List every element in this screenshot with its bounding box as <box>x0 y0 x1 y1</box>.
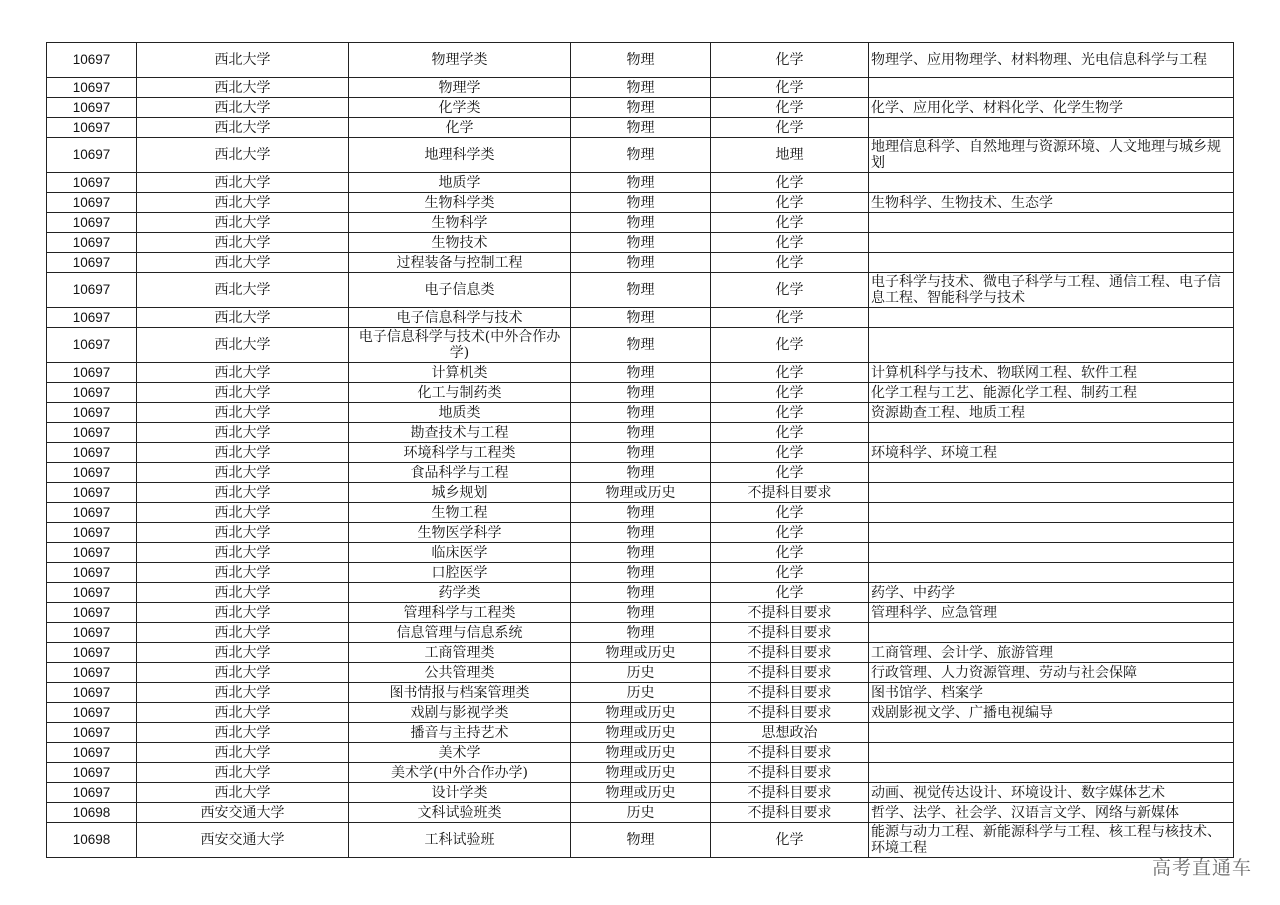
table-row <box>47 763 1234 783</box>
second-subject-cell: 化学 <box>711 523 869 543</box>
major-name-cell: 地质学 <box>349 173 571 193</box>
institution-code-cell: 10697 <box>47 308 137 328</box>
included-majors-cell <box>869 423 1234 443</box>
table-row <box>47 443 1234 463</box>
major-name-cell: 生物工程 <box>349 503 571 523</box>
included-majors-cell <box>869 723 1234 743</box>
second-subject-cell: 化学 <box>711 543 869 563</box>
institution-code-cell: 10697 <box>47 383 137 403</box>
major-name-cell: 文科试验班类 <box>349 803 571 823</box>
major-name-cell: 电子信息科学与技术 <box>349 308 571 328</box>
watermark-text: 高考直通车 <box>1151 857 1252 879</box>
first-subject-cell: 物理 <box>571 583 711 603</box>
school-name-cell: 西北大学 <box>137 523 349 543</box>
school-name-cell: 西北大学 <box>137 253 349 273</box>
included-majors-cell: 生物科学、生物技术、生态学 <box>869 193 1234 213</box>
institution-code-cell: 10697 <box>47 783 137 803</box>
table-row <box>47 213 1234 233</box>
school-name-cell: 西北大学 <box>137 563 349 583</box>
first-subject-cell: 物理 <box>571 308 711 328</box>
included-majors-cell <box>869 463 1234 483</box>
institution-code-cell: 10697 <box>47 78 137 98</box>
second-subject-cell: 化学 <box>711 383 869 403</box>
first-subject-cell: 物理或历史 <box>571 783 711 803</box>
second-subject-cell: 不提科目要求 <box>711 803 869 823</box>
included-majors-cell <box>869 563 1234 583</box>
table-row <box>47 643 1234 663</box>
table-row <box>47 138 1234 173</box>
included-majors-cell <box>869 328 1234 363</box>
included-majors-cell: 计算机科学与技术、物联网工程、软件工程 <box>869 363 1234 383</box>
table-row <box>47 603 1234 623</box>
second-subject-cell: 化学 <box>711 253 869 273</box>
table-row <box>47 308 1234 328</box>
major-name-cell: 公共管理类 <box>349 663 571 683</box>
institution-code-cell: 10697 <box>47 563 137 583</box>
school-name-cell: 西北大学 <box>137 483 349 503</box>
table-row <box>47 743 1234 763</box>
major-name-cell: 过程装备与控制工程 <box>349 253 571 273</box>
included-majors-cell <box>869 523 1234 543</box>
major-name-cell: 生物科学类 <box>349 193 571 213</box>
table-row <box>47 483 1234 503</box>
school-name-cell: 西北大学 <box>137 328 349 363</box>
first-subject-cell: 物理 <box>571 403 711 423</box>
subject-requirements-table <box>46 42 1234 858</box>
major-name-cell: 计算机类 <box>349 363 571 383</box>
institution-code-cell: 10697 <box>47 118 137 138</box>
institution-code-cell: 10698 <box>47 803 137 823</box>
table-row <box>47 363 1234 383</box>
major-name-cell: 美术学(中外合作办学) <box>349 763 571 783</box>
first-subject-cell: 物理 <box>571 623 711 643</box>
institution-code-cell: 10697 <box>47 403 137 423</box>
second-subject-cell: 不提科目要求 <box>711 483 869 503</box>
major-name-cell: 物理学 <box>349 78 571 98</box>
first-subject-cell: 物理 <box>571 383 711 403</box>
major-name-cell: 戏剧与影视学类 <box>349 703 571 723</box>
school-name-cell: 西北大学 <box>137 403 349 423</box>
table-row <box>47 403 1234 423</box>
table-row <box>47 233 1234 253</box>
second-subject-cell: 化学 <box>711 583 869 603</box>
second-subject-cell: 化学 <box>711 233 869 253</box>
school-name-cell: 西北大学 <box>137 78 349 98</box>
second-subject-cell: 化学 <box>711 98 869 118</box>
second-subject-cell: 化学 <box>711 193 869 213</box>
major-name-cell: 播音与主持艺术 <box>349 723 571 743</box>
first-subject-cell: 物理 <box>571 423 711 443</box>
first-subject-cell: 物理 <box>571 463 711 483</box>
major-name-cell: 生物医学科学 <box>349 523 571 543</box>
second-subject-cell: 不提科目要求 <box>711 763 869 783</box>
included-majors-cell: 工商管理、会计学、旅游管理 <box>869 643 1234 663</box>
institution-code-cell: 10697 <box>47 213 137 233</box>
second-subject-cell: 化学 <box>711 328 869 363</box>
table-row <box>47 43 1234 78</box>
major-name-cell: 工科试验班 <box>349 823 571 858</box>
major-name-cell: 化学 <box>349 118 571 138</box>
school-name-cell: 西北大学 <box>137 763 349 783</box>
table-row <box>47 663 1234 683</box>
first-subject-cell: 物理 <box>571 543 711 563</box>
table-row <box>47 523 1234 543</box>
table-row <box>47 193 1234 213</box>
first-subject-cell: 物理或历史 <box>571 703 711 723</box>
first-subject-cell: 物理 <box>571 43 711 78</box>
major-name-cell: 城乡规划 <box>349 483 571 503</box>
second-subject-cell: 不提科目要求 <box>711 783 869 803</box>
institution-code-cell: 10697 <box>47 253 137 273</box>
first-subject-cell: 物理 <box>571 603 711 623</box>
table-row <box>47 823 1234 858</box>
first-subject-cell: 物理 <box>571 253 711 273</box>
school-name-cell: 西北大学 <box>137 308 349 328</box>
second-subject-cell: 化学 <box>711 308 869 328</box>
school-name-cell: 西北大学 <box>137 783 349 803</box>
institution-code-cell: 10697 <box>47 523 137 543</box>
included-majors-cell: 戏剧影视文学、广播电视编导 <box>869 703 1234 723</box>
institution-code-cell: 10697 <box>47 138 137 173</box>
major-name-cell: 口腔医学 <box>349 563 571 583</box>
school-name-cell: 西北大学 <box>137 583 349 603</box>
institution-code-cell: 10697 <box>47 543 137 563</box>
school-name-cell: 西北大学 <box>137 463 349 483</box>
institution-code-cell: 10697 <box>47 273 137 308</box>
included-majors-cell <box>869 233 1234 253</box>
major-name-cell: 设计学类 <box>349 783 571 803</box>
institution-code-cell: 10697 <box>47 483 137 503</box>
major-name-cell: 信息管理与信息系统 <box>349 623 571 643</box>
table-row <box>47 623 1234 643</box>
second-subject-cell: 化学 <box>711 443 869 463</box>
school-name-cell: 西北大学 <box>137 703 349 723</box>
table-row <box>47 803 1234 823</box>
institution-code-cell: 10697 <box>47 98 137 118</box>
institution-code-cell: 10697 <box>47 363 137 383</box>
first-subject-cell: 物理 <box>571 363 711 383</box>
first-subject-cell: 物理 <box>571 503 711 523</box>
included-majors-cell <box>869 503 1234 523</box>
included-majors-cell: 药学、中药学 <box>869 583 1234 603</box>
major-name-cell: 电子信息类 <box>349 273 571 308</box>
table-row <box>47 783 1234 803</box>
institution-code-cell: 10697 <box>47 423 137 443</box>
first-subject-cell: 物理 <box>571 193 711 213</box>
major-name-cell: 美术学 <box>349 743 571 763</box>
school-name-cell: 西北大学 <box>137 43 349 78</box>
second-subject-cell: 不提科目要求 <box>711 663 869 683</box>
school-name-cell: 西北大学 <box>137 643 349 663</box>
table-row <box>47 703 1234 723</box>
included-majors-cell <box>869 118 1234 138</box>
institution-code-cell: 10697 <box>47 193 137 213</box>
first-subject-cell: 历史 <box>571 663 711 683</box>
table-row <box>47 118 1234 138</box>
second-subject-cell: 化学 <box>711 563 869 583</box>
second-subject-cell: 思想政治 <box>711 723 869 743</box>
school-name-cell: 西北大学 <box>137 423 349 443</box>
included-majors-cell: 化学工程与工艺、能源化学工程、制药工程 <box>869 383 1234 403</box>
table-row <box>47 383 1234 403</box>
first-subject-cell: 物理 <box>571 118 711 138</box>
major-name-cell: 地理科学类 <box>349 138 571 173</box>
major-name-cell: 地质类 <box>349 403 571 423</box>
table-row <box>47 583 1234 603</box>
included-majors-cell: 地理信息科学、自然地理与资源环境、人文地理与城乡规划 <box>869 138 1234 173</box>
institution-code-cell: 10697 <box>47 703 137 723</box>
school-name-cell: 西北大学 <box>137 98 349 118</box>
first-subject-cell: 物理或历史 <box>571 763 711 783</box>
second-subject-cell: 化学 <box>711 78 869 98</box>
second-subject-cell: 不提科目要求 <box>711 643 869 663</box>
major-name-cell: 食品科学与工程 <box>349 463 571 483</box>
first-subject-cell: 物理或历史 <box>571 483 711 503</box>
second-subject-cell: 不提科目要求 <box>711 703 869 723</box>
first-subject-cell: 物理 <box>571 78 711 98</box>
included-majors-cell <box>869 308 1234 328</box>
institution-code-cell: 10697 <box>47 443 137 463</box>
table-row <box>47 173 1234 193</box>
institution-code-cell: 10697 <box>47 683 137 703</box>
included-majors-cell: 行政管理、人力资源管理、劳动与社会保障 <box>869 663 1234 683</box>
major-name-cell: 化工与制药类 <box>349 383 571 403</box>
school-name-cell: 西北大学 <box>137 233 349 253</box>
institution-code-cell: 10697 <box>47 233 137 253</box>
major-name-cell: 物理学类 <box>349 43 571 78</box>
major-name-cell: 勘查技术与工程 <box>349 423 571 443</box>
included-majors-cell <box>869 543 1234 563</box>
first-subject-cell: 物理 <box>571 233 711 253</box>
second-subject-cell: 不提科目要求 <box>711 743 869 763</box>
school-name-cell: 西北大学 <box>137 663 349 683</box>
included-majors-cell <box>869 213 1234 233</box>
included-majors-cell <box>869 253 1234 273</box>
table-row <box>47 683 1234 703</box>
second-subject-cell: 化学 <box>711 463 869 483</box>
table-row <box>47 78 1234 98</box>
major-name-cell: 电子信息科学与技术(中外合作办学) <box>349 328 571 363</box>
institution-code-cell: 10698 <box>47 823 137 858</box>
table-row <box>47 328 1234 363</box>
first-subject-cell: 物理 <box>571 328 711 363</box>
institution-code-cell: 10697 <box>47 43 137 78</box>
first-subject-cell: 物理 <box>571 173 711 193</box>
first-subject-cell: 物理或历史 <box>571 743 711 763</box>
included-majors-cell: 物理学、应用物理学、材料物理、光电信息科学与工程 <box>869 43 1234 78</box>
school-name-cell: 西北大学 <box>137 363 349 383</box>
first-subject-cell: 历史 <box>571 683 711 703</box>
table-row <box>47 423 1234 443</box>
institution-code-cell: 10697 <box>47 603 137 623</box>
school-name-cell: 西北大学 <box>137 383 349 403</box>
second-subject-cell: 化学 <box>711 503 869 523</box>
major-name-cell: 工商管理类 <box>349 643 571 663</box>
school-name-cell: 西北大学 <box>137 603 349 623</box>
included-majors-cell <box>869 743 1234 763</box>
institution-code-cell: 10697 <box>47 663 137 683</box>
first-subject-cell: 物理 <box>571 98 711 118</box>
school-name-cell: 西北大学 <box>137 623 349 643</box>
major-name-cell: 药学类 <box>349 583 571 603</box>
table-row <box>47 273 1234 308</box>
institution-code-cell: 10697 <box>47 463 137 483</box>
school-name-cell: 西北大学 <box>137 193 349 213</box>
school-name-cell: 西北大学 <box>137 503 349 523</box>
second-subject-cell: 化学 <box>711 363 869 383</box>
table-row <box>47 253 1234 273</box>
first-subject-cell: 物理 <box>571 213 711 233</box>
included-majors-cell: 环境科学、环境工程 <box>869 443 1234 463</box>
table-row <box>47 723 1234 743</box>
major-name-cell: 管理科学与工程类 <box>349 603 571 623</box>
school-name-cell: 西北大学 <box>137 683 349 703</box>
major-name-cell: 图书情报与档案管理类 <box>349 683 571 703</box>
included-majors-cell: 动画、视觉传达设计、环境设计、数字媒体艺术 <box>869 783 1234 803</box>
school-name-cell: 西北大学 <box>137 173 349 193</box>
second-subject-cell: 不提科目要求 <box>711 683 869 703</box>
table-row <box>47 98 1234 118</box>
included-majors-cell <box>869 78 1234 98</box>
included-majors-cell: 哲学、法学、社会学、汉语言文学、网络与新媒体 <box>869 803 1234 823</box>
included-majors-cell: 能源与动力工程、新能源科学与工程、核工程与核技术、环境工程 <box>869 823 1234 858</box>
institution-code-cell: 10697 <box>47 173 137 193</box>
included-majors-cell: 图书馆学、档案学 <box>869 683 1234 703</box>
table-body <box>47 43 1234 858</box>
second-subject-cell: 不提科目要求 <box>711 623 869 643</box>
included-majors-cell <box>869 483 1234 503</box>
institution-code-cell: 10697 <box>47 763 137 783</box>
table-row <box>47 503 1234 523</box>
school-name-cell: 西安交通大学 <box>137 803 349 823</box>
included-majors-cell: 电子科学与技术、微电子科学与工程、通信工程、电子信息工程、智能科学与技术 <box>869 273 1234 308</box>
second-subject-cell: 化学 <box>711 823 869 858</box>
first-subject-cell: 物理 <box>571 563 711 583</box>
included-majors-cell <box>869 173 1234 193</box>
school-name-cell: 西北大学 <box>137 138 349 173</box>
first-subject-cell: 历史 <box>571 803 711 823</box>
table-row <box>47 563 1234 583</box>
first-subject-cell: 物理 <box>571 523 711 543</box>
second-subject-cell: 化学 <box>711 273 869 308</box>
major-name-cell: 化学类 <box>349 98 571 118</box>
second-subject-cell: 化学 <box>711 403 869 423</box>
school-name-cell: 西北大学 <box>137 273 349 308</box>
institution-code-cell: 10697 <box>47 328 137 363</box>
institution-code-cell: 10697 <box>47 643 137 663</box>
school-name-cell: 西北大学 <box>137 543 349 563</box>
second-subject-cell: 化学 <box>711 423 869 443</box>
table-row <box>47 543 1234 563</box>
second-subject-cell: 化学 <box>711 213 869 233</box>
first-subject-cell: 物理或历史 <box>571 723 711 743</box>
first-subject-cell: 物理或历史 <box>571 643 711 663</box>
major-name-cell: 生物科学 <box>349 213 571 233</box>
school-name-cell: 西北大学 <box>137 743 349 763</box>
institution-code-cell: 10697 <box>47 503 137 523</box>
school-name-cell: 西安交通大学 <box>137 823 349 858</box>
first-subject-cell: 物理 <box>571 138 711 173</box>
school-name-cell: 西北大学 <box>137 443 349 463</box>
second-subject-cell: 化学 <box>711 118 869 138</box>
school-name-cell: 西北大学 <box>137 213 349 233</box>
first-subject-cell: 物理 <box>571 273 711 308</box>
institution-code-cell: 10697 <box>47 723 137 743</box>
major-name-cell: 环境科学与工程类 <box>349 443 571 463</box>
institution-code-cell: 10697 <box>47 743 137 763</box>
institution-code-cell: 10697 <box>47 583 137 603</box>
major-name-cell: 生物技术 <box>349 233 571 253</box>
first-subject-cell: 物理 <box>571 823 711 858</box>
included-majors-cell: 管理科学、应急管理 <box>869 603 1234 623</box>
second-subject-cell: 化学 <box>711 43 869 78</box>
included-majors-cell: 化学、应用化学、材料化学、化学生物学 <box>869 98 1234 118</box>
first-subject-cell: 物理 <box>571 443 711 463</box>
included-majors-cell <box>869 763 1234 783</box>
included-majors-cell: 资源勘查工程、地质工程 <box>869 403 1234 423</box>
school-name-cell: 西北大学 <box>137 723 349 743</box>
second-subject-cell: 不提科目要求 <box>711 603 869 623</box>
second-subject-cell: 地理 <box>711 138 869 173</box>
included-majors-cell <box>869 623 1234 643</box>
institution-code-cell: 10697 <box>47 623 137 643</box>
school-name-cell: 西北大学 <box>137 118 349 138</box>
second-subject-cell: 化学 <box>711 173 869 193</box>
major-name-cell: 临床医学 <box>349 543 571 563</box>
table-row <box>47 463 1234 483</box>
